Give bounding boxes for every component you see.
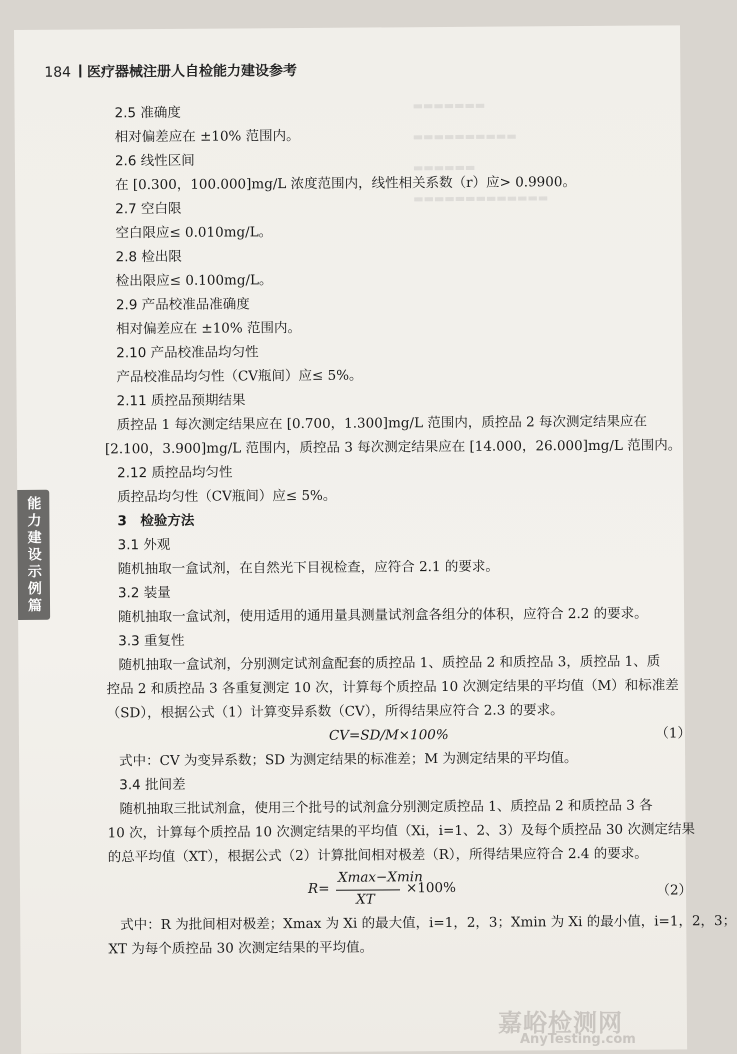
paragraph: 随机抽取三批试剂盒，使用三个批号的试剂盒分别测定质控品 1、质控品 2 和质控品 3 各 bbox=[119, 797, 653, 818]
paragraph-continued: 的总平均值（XT），根据公式（2）计算批间相对极差（R），所得结果应符合 2.4 的要求。 bbox=[107, 845, 648, 866]
formula-2 bbox=[120, 865, 693, 913]
formula-1-number: （1） bbox=[655, 725, 691, 742]
paragraph: 随机抽取一盒试剂，分别测定试剂盒配套的质控品 1、质控品 2 和质控品 3，质控品 1、质 bbox=[118, 653, 661, 674]
formula-2-numerator: Xmax−Xmin bbox=[337, 869, 423, 886]
formula-1-legend: 式中：CV 为变异系数；SD 为测定结果的标准差；M 为测定结果的平均值。 bbox=[119, 750, 578, 770]
heading-3-1: 3.1 外观 bbox=[117, 536, 171, 554]
running-header bbox=[44, 60, 297, 82]
page-number: 184 bbox=[44, 64, 72, 81]
paragraph-continued: [2.100，3.900]mg/L 范围内，质控品 3 每次测定结果应在 [14.000，26.000]mg/L 范围内。 bbox=[104, 437, 682, 458]
heading-2-9: 2.9 产品校准品准确度 bbox=[115, 296, 250, 314]
heading-3-2: 3.2 装量 bbox=[117, 584, 171, 602]
paragraph: 在 [0.300，100.000]mg/L 浓度范围内，线性相关系数（r）应> 0.9900。 bbox=[115, 174, 576, 194]
formula-2-number: （2） bbox=[656, 882, 693, 899]
heading-2-7: 2.7 空白限 bbox=[115, 200, 182, 218]
heading-2-12: 2.12 质控品均匀性 bbox=[117, 464, 233, 482]
paragraph: 检出限应≤ 0.100mg/L。 bbox=[115, 272, 273, 290]
heading-2-6: 2.6 线性区间 bbox=[114, 152, 195, 170]
header-divider bbox=[79, 65, 81, 78]
heading-2-5: 2.5 准确度 bbox=[114, 104, 181, 122]
book-title: 医疗器械注册人自检能力建设参考 bbox=[86, 63, 298, 81]
heading-2-8: 2.8 检出限 bbox=[115, 248, 182, 266]
paragraph: 质控品 1 每次测定结果应在 [0.700，1.300]mg/L 范围内，质控品 2 每次测定结果应在 bbox=[116, 413, 648, 434]
paragraph-continued: 控品 2 和质控品 3 各重复测定 10 次，计算每个质控品 10 次测定结果的平均值（M）和标准差 bbox=[106, 677, 679, 698]
document-page bbox=[14, 25, 737, 1054]
heading-2-11: 2.11 质控品预期结果 bbox=[116, 392, 246, 410]
heading-2-10: 2.10 产品校准品均匀性 bbox=[116, 344, 259, 362]
paragraph: 产品校准品均匀性（CV瓶间）应≤ 5%。 bbox=[116, 367, 363, 386]
formula-2-rhs: ×100% bbox=[405, 879, 456, 897]
body-text bbox=[104, 97, 737, 961]
heading-3-4: 3.4 批间差 bbox=[119, 776, 186, 794]
heading-3-3: 3.3 重复性 bbox=[118, 632, 185, 650]
formula-2-legend-continued: XT 为每个质控品 30 次测定结果的平均值。 bbox=[108, 939, 374, 958]
section-side-tab: 能力建设示例篇 bbox=[17, 490, 50, 620]
paragraph: 随机抽取一盒试剂，在自然光下目视检查，应符合 2.1 的要求。 bbox=[117, 558, 499, 578]
paragraph: 随机抽取一盒试剂，使用适用的通用量具测量试剂盒各组分的体积，应符合 2.2 的要求。 bbox=[118, 605, 648, 626]
heading-3: 3 检验方法 bbox=[117, 512, 195, 530]
formula-1-expression: CV=SD/M×100% bbox=[328, 726, 449, 744]
bleed-through-text: ▬▬▬▬▬▬▬ ▬▬▬▬▬▬▬▬▬▬ ▬▬▬▬▬▬ ▬▬▬▬▬▬▬▬▬▬▬▬▬ bbox=[412, 98, 549, 206]
watermark-logo-text: 嘉峪检测网 bbox=[498, 1009, 623, 1037]
paragraph: 质控品均匀性（CV瓶间）应≤ 5%。 bbox=[117, 487, 337, 506]
formula-2-lhs: R= bbox=[307, 880, 330, 897]
watermark-url: AnyTesting.com bbox=[520, 1032, 636, 1047]
paragraph: 空白限应≤ 0.010mg/L。 bbox=[115, 224, 273, 242]
paragraph-continued: （SD），根据公式（1）计算变异系数（CV），所得结果应符合 2.3 的要求。 bbox=[106, 702, 564, 722]
paragraph: 相对偏差应在 ±10% 范围内。 bbox=[114, 128, 300, 146]
formula-2-legend: 式中：R 为批间相对极差；Xmax 为 Xi 的最大值，i=1，2，3；Xmin 为 Xi 的最小值，i=1，2，3； bbox=[120, 912, 737, 934]
paragraph: 相对偏差应在 ±10% 范围内。 bbox=[116, 320, 302, 338]
formula-2-denominator: XT bbox=[356, 891, 375, 908]
formula-1 bbox=[119, 721, 689, 749]
paragraph-continued: 10 次，计算每个质控品 10 次测定结果的平均值（Xi，i=1、2、3）及每个质控品 30 次测定结果 bbox=[107, 821, 695, 842]
